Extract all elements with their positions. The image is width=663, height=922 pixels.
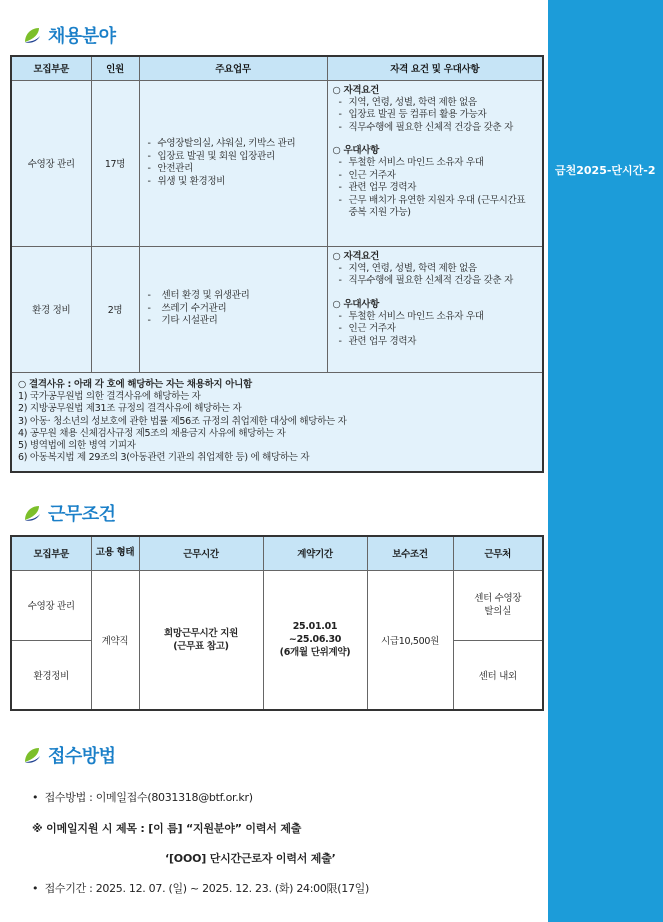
requirement-item: - 지역, 연령, 성별, 학력 제한 없음 xyxy=(337,97,537,110)
duties-cell xyxy=(139,80,327,246)
work-conditions-table xyxy=(10,535,544,711)
table-row xyxy=(11,570,543,640)
preference-item: - 인근 거주자 xyxy=(337,323,537,336)
recruit-section-title: 채용분야 xyxy=(48,26,116,47)
requirement-item: - 직무수행에 필요한 신체적 건강을 갖춘 자 xyxy=(337,122,537,135)
preference-item: - 관련 업무 경력자 xyxy=(337,182,537,195)
duty-item: - 센터 환경 및 위생관리 xyxy=(146,290,323,303)
apply-period xyxy=(32,880,369,896)
recruit-section-heading xyxy=(22,22,116,48)
dept-cell: 환경 정비 xyxy=(11,246,91,372)
period-line: ~25.06.30 xyxy=(288,634,342,646)
note-item: 5) 병역법에 의한 병역 기피자 xyxy=(18,440,136,452)
note-item: 6) 아동복지법 제 29조의 3(아동관련 기관의 취업제한 등) 에 해당하는 자 xyxy=(18,452,310,464)
preference-item: - 관련 업무 경력자 xyxy=(337,336,537,349)
duty-item: - 위생 및 환경정비 xyxy=(146,176,323,189)
header-qualifications: 자격 요건 및 우대사항 xyxy=(327,56,543,80)
leaf-icon xyxy=(22,25,42,45)
preferences-title: ○ 우대사항 xyxy=(332,145,380,156)
period-line: 25.01.01 xyxy=(292,621,338,633)
count-cell: 17명 xyxy=(91,80,139,246)
apply-section-title: 접수방법 xyxy=(48,746,116,767)
pay-cell: 시급10,500원 xyxy=(367,570,453,710)
work-section-title: 근무조건 xyxy=(48,504,116,525)
work-section-heading xyxy=(22,500,116,526)
bullet-icon: • xyxy=(32,882,45,895)
leaf-icon xyxy=(22,745,42,765)
apply-period-text: 접수기간 : 2025. 12. 07. (일) ~ 2025. 12. 23. (화) 24:00限(17일) xyxy=(44,882,369,895)
duty-item: - 기타 시설관리 xyxy=(146,315,323,328)
notes-title: ○ 결격사유 : 아래 각 호에 해당하는 자는 채용하지 아니함 xyxy=(18,379,252,391)
header-workplace: 근무처 xyxy=(453,536,543,570)
duty-item: - 쓰레기 수거관리 xyxy=(146,303,323,316)
email-subject-note: ※ 이메일지원 시 제목 : [이 름] “지원분야” 이력서 제출 xyxy=(32,822,302,835)
duties-cell xyxy=(139,246,327,372)
table-row xyxy=(11,246,543,372)
dept-cell: 수영장 관리 xyxy=(11,80,91,246)
preference-item: - 인근 거주자 xyxy=(337,170,537,183)
apply-method-text: 접수방법 : 이메일접수(8031318@btf.or.kr) xyxy=(44,791,253,804)
note-item: 2) 지방공무원법 제31조 규정의 결격사유에 해당하는 자 xyxy=(18,403,242,415)
header-dept: 모집부문 xyxy=(11,536,91,570)
requirements-title: ○ 자격요건 xyxy=(332,84,380,96)
header-hours: 근무시간 xyxy=(139,536,263,570)
document-code-tag: 금천2025-단시간-2 xyxy=(555,164,656,177)
contract-period-cell xyxy=(263,570,367,710)
requirement-item: - 지역, 연령, 성별, 학력 제한 없음 xyxy=(337,263,537,276)
workplace-cell xyxy=(453,570,543,640)
note-item: 3) 아동· 청소년의 성보호에 관한 법률 제56조 규정의 취업제한 대상에 해당하는 자 xyxy=(18,415,347,427)
right-sidebar xyxy=(548,0,663,922)
workplace-line: 센터 수영장 xyxy=(474,593,522,604)
requirement-item: - 입장료 발권 등 컴퓨터 활용 가능자 xyxy=(337,109,537,122)
workplace-cell: 센터 내외 xyxy=(453,640,543,710)
dept-cell: 환경정비 xyxy=(11,640,91,710)
disqualification-notes xyxy=(11,372,543,472)
header-contract-period: 계약기간 xyxy=(263,536,367,570)
header-pay: 보수조건 xyxy=(367,536,453,570)
qualifications-cell xyxy=(327,80,543,246)
table-row xyxy=(11,80,543,246)
note-item: 4) 공무원 채용 신체검사규정 제5조의 채용금지 사유에 해당하는 자 xyxy=(18,427,286,439)
preference-item: - 투철한 서비스 마인드 소유자 우대 xyxy=(337,157,537,170)
header-count: 인원 xyxy=(91,56,139,80)
hours-line: 희망근무시간 지원 xyxy=(163,627,239,639)
requirement-item: - 직무수행에 필요한 신체적 건강을 갖춘 자 xyxy=(337,275,537,288)
disqualification-row xyxy=(11,372,543,472)
apply-section-heading xyxy=(22,742,116,768)
bullet-icon: • xyxy=(32,791,45,804)
recruit-table xyxy=(10,55,544,473)
preference-item: - 투철한 서비스 마인드 소유자 우대 xyxy=(337,311,537,324)
employment-type-cell: 계약직 xyxy=(91,570,139,710)
header-employment-type: 고용 형태 xyxy=(91,536,139,570)
duty-item: - 안전관리 xyxy=(146,163,323,176)
requirements-title: ○ 자격요건 xyxy=(332,250,380,262)
preferences-title: ○ 우대사항 xyxy=(332,298,380,310)
hours-line: (근무표 참고) xyxy=(173,640,229,652)
apply-method xyxy=(32,789,253,805)
header-duties: 주요업무 xyxy=(139,56,327,80)
period-line: (6개월 단위계약) xyxy=(279,647,351,659)
duty-item: - 입장료 발권 및 회원 입장관리 xyxy=(146,151,323,164)
leaf-icon xyxy=(22,503,42,523)
email-subject-example: ‘[OOO] 단시간근로자 이력서 제출’ xyxy=(165,852,336,865)
preference-item: - 근무 배치가 유연한 지원자 우대 (근무시간표 중복 지원 가능) xyxy=(337,195,537,220)
count-cell: 2명 xyxy=(91,246,139,372)
workplace-line: 탈의실 xyxy=(484,606,512,617)
duty-item: - 수영장탈의실, 샤워실, 키박스 관리 xyxy=(146,138,323,151)
hours-cell xyxy=(139,570,263,710)
note-item: 1) 국가공무원법 의한 결격사유에 해당하는 자 xyxy=(18,391,201,403)
dept-cell: 수영장 관리 xyxy=(11,570,91,640)
header-dept: 모집부문 xyxy=(11,56,91,80)
qualifications-cell xyxy=(327,246,543,372)
